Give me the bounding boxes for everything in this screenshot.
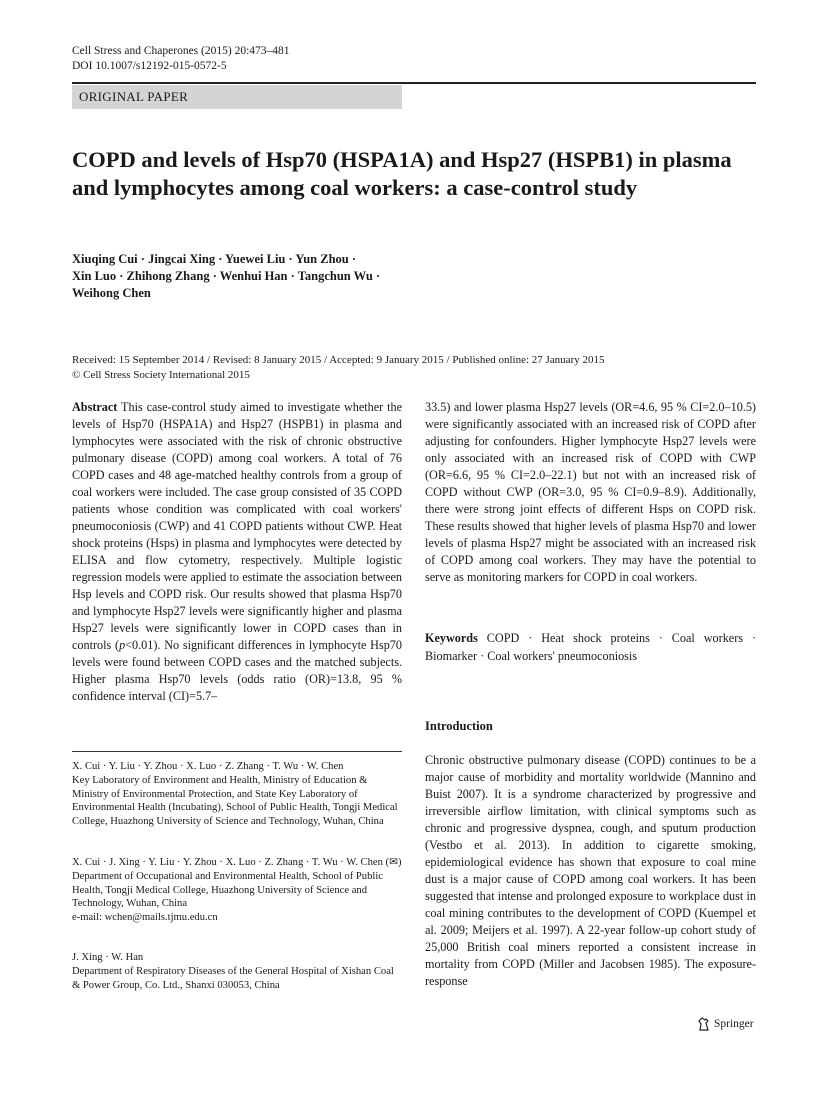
affiliation-email[interactable]: e-mail: wchen@mails.tjmu.edu.cn bbox=[72, 912, 218, 924]
journal-header bbox=[72, 44, 290, 74]
p-symbol: p bbox=[119, 638, 126, 652]
authors-line-3: Weihong Chen bbox=[72, 286, 151, 300]
affiliation-2 bbox=[72, 856, 402, 925]
publisher-name: Springer bbox=[714, 1018, 754, 1030]
affiliation-1 bbox=[72, 760, 402, 829]
abstract-right bbox=[425, 399, 756, 586]
affiliation-names: J. Xing · W. Han bbox=[72, 952, 144, 963]
abstract-text-1: This case-control study aimed to investigate whether the levels of Hsp70 (HSPA1A) and Hsp27 (HSPB1) in plasma and lymphocytes were associated with the risk of chronic obstructive pulmonary disease (COPD) among coal workers. A total of 76 COPD cases and 48 age-matched healthy controls from a group of coal workers were included. The case group consisted of 35 COPD patients whose condition was complicated with coal workers' pneumoconiosis (CWP) and 41 COPD patients without CWP. Heat shock proteins (Hsps) in plasma and lymphocytes were detected by ELISA and flow cytometry, respectively. Multiple logistic regression models were applied to estimate the association between Hsp levels and COPD risk. Our results showed that plasma Hsp70 and lymphocyte Hsp27 levels were significantly higher and plasma Hsp27 levels were significantly lower in COPD cases than in controls ( bbox=[72, 400, 403, 652]
publication-history bbox=[72, 353, 762, 383]
affiliation-address: Department of Occupational and Environmental Health, School of Public Health, Tongji Medical College, Huazhong University of Science and Technology, Wuhan, China bbox=[72, 870, 383, 910]
journal-citation: Cell Stress and Chaperones (2015) 20:473–481 bbox=[72, 45, 290, 57]
abstract-text-2: 33.5) and lower plasma Hsp27 levels (OR=4.6, 95 % CI=2.0–10.5) were significantly associated with an increased risk of COPD after adjusting for confounders. Higher lymphocyte Hsp27 levels were only associated with an increased risk of COPD with CWP (OR=6.6, 95 % CI=2.0–22.1) but not with an increased risk of COPD without CWP (OR=3.0, 95 % CI=0.9–8.9). Additionally, there were strong joint effects of different Hsps on COPD risk. These results showed that higher levels of plasma Hsp70 and lower levels of plasma Hsp27 might be associated with an increased risk of COPD among coal workers. They may have the potential to serve as monitoring markers for COPD in coal workers. bbox=[425, 400, 756, 584]
abstract-label: Abstract bbox=[72, 400, 118, 414]
keywords-text: COPD · Heat shock proteins · Coal workers · Biomarker · Coal workers' pneumoconiosis bbox=[425, 631, 757, 663]
keywords bbox=[425, 629, 756, 665]
introduction-heading: Introduction bbox=[425, 719, 493, 733]
introduction-text: Chronic obstructive pulmonary disease (COPD) continues to be a major cause of morbidity and mortality worldwide (Mannino and Buist 2007). It is a syndrome characterized by progressive and irreversible airflow limitation, with clinical symptoms such as chronic and progressive dyspnea, cough, and sputum production (Vestbo et al. 2013). In addition to cigarette smoking, epidemiological evidence has shown that exposure to coal mine dust is a major cause of COPD among coal workers. It has been suggested that intense and prolonged exposure to workplace dust in coal mining contributes to the development of COPD (Kuempel et al. 2009; Meijers et al. 1997). A 22-year follow-up cohort study of 25,000 British coal miners reported a consistent increase in mortality from COPD (Miller and Jacobsen 1985). The exposure-response bbox=[425, 753, 756, 988]
authors-line-1: Xiuqing Cui · Jingcai Xing · Yuewei Liu · Yun Zhou · bbox=[72, 252, 357, 266]
copyright: © Cell Stress Society International 2015 bbox=[72, 369, 250, 381]
affiliation-names: X. Cui · Y. Liu · Y. Zhou · X. Luo · Z. Zhang · T. Wu · W. Chen bbox=[72, 761, 344, 772]
abstract-left bbox=[72, 399, 402, 705]
footnote-rule bbox=[72, 751, 402, 752]
publisher-logo bbox=[697, 1017, 754, 1031]
authors-line-2: Xin Luo · Zhihong Zhang · Wenhui Han · Tangchun Wu · bbox=[72, 269, 381, 283]
keywords-label: Keywords bbox=[425, 631, 478, 645]
affiliation-address: Key Laboratory of Environment and Health, Ministry of Education & Ministry of Environmental Protection, and State Key Laboratory of Environmental Health (Incubating), School of Public Health, Tongji Medical College, Huazhong University of Science and Technology, Wuhan, China bbox=[72, 774, 398, 828]
affiliation-names: X. Cui · J. Xing · Y. Liu · Y. Zhou · X. Luo · Z. Zhang · T. Wu · W. Chen (✉) bbox=[72, 857, 402, 868]
springer-horse-icon bbox=[697, 1017, 711, 1031]
affiliation-address: Department of Respiratory Diseases of the General Hospital of Xishan Coal & Power Group, Co. Ltd., Shanxi 030053, China bbox=[72, 965, 394, 991]
article-title: COPD and levels of Hsp70 (HSPA1A) and Hsp27 (HSPB1) in plasma and lymphocytes among coal workers: a case-control study bbox=[72, 147, 732, 200]
affiliation-3 bbox=[72, 951, 402, 992]
section-label: ORIGINAL PAPER bbox=[79, 89, 189, 104]
section-banner bbox=[72, 85, 402, 109]
abstract-text-1b: <0.01). No significant differences in lymphocyte Hsp70 levels were found between COPD cases and the matched subjects. Higher plasma Hsp70 levels (odds ratio (OR)=13.8, 95 % confidence interval (CI)=5.7– bbox=[72, 638, 402, 703]
doi: DOI 10.1007/s12192-015-0572-5 bbox=[72, 60, 227, 72]
header-rule bbox=[72, 82, 756, 84]
history-dates: Received: 15 September 2014 / Revised: 8 January 2015 / Accepted: 9 January 2015 / Published online: 27 January 2015 bbox=[72, 354, 605, 366]
author-list bbox=[72, 251, 492, 302]
